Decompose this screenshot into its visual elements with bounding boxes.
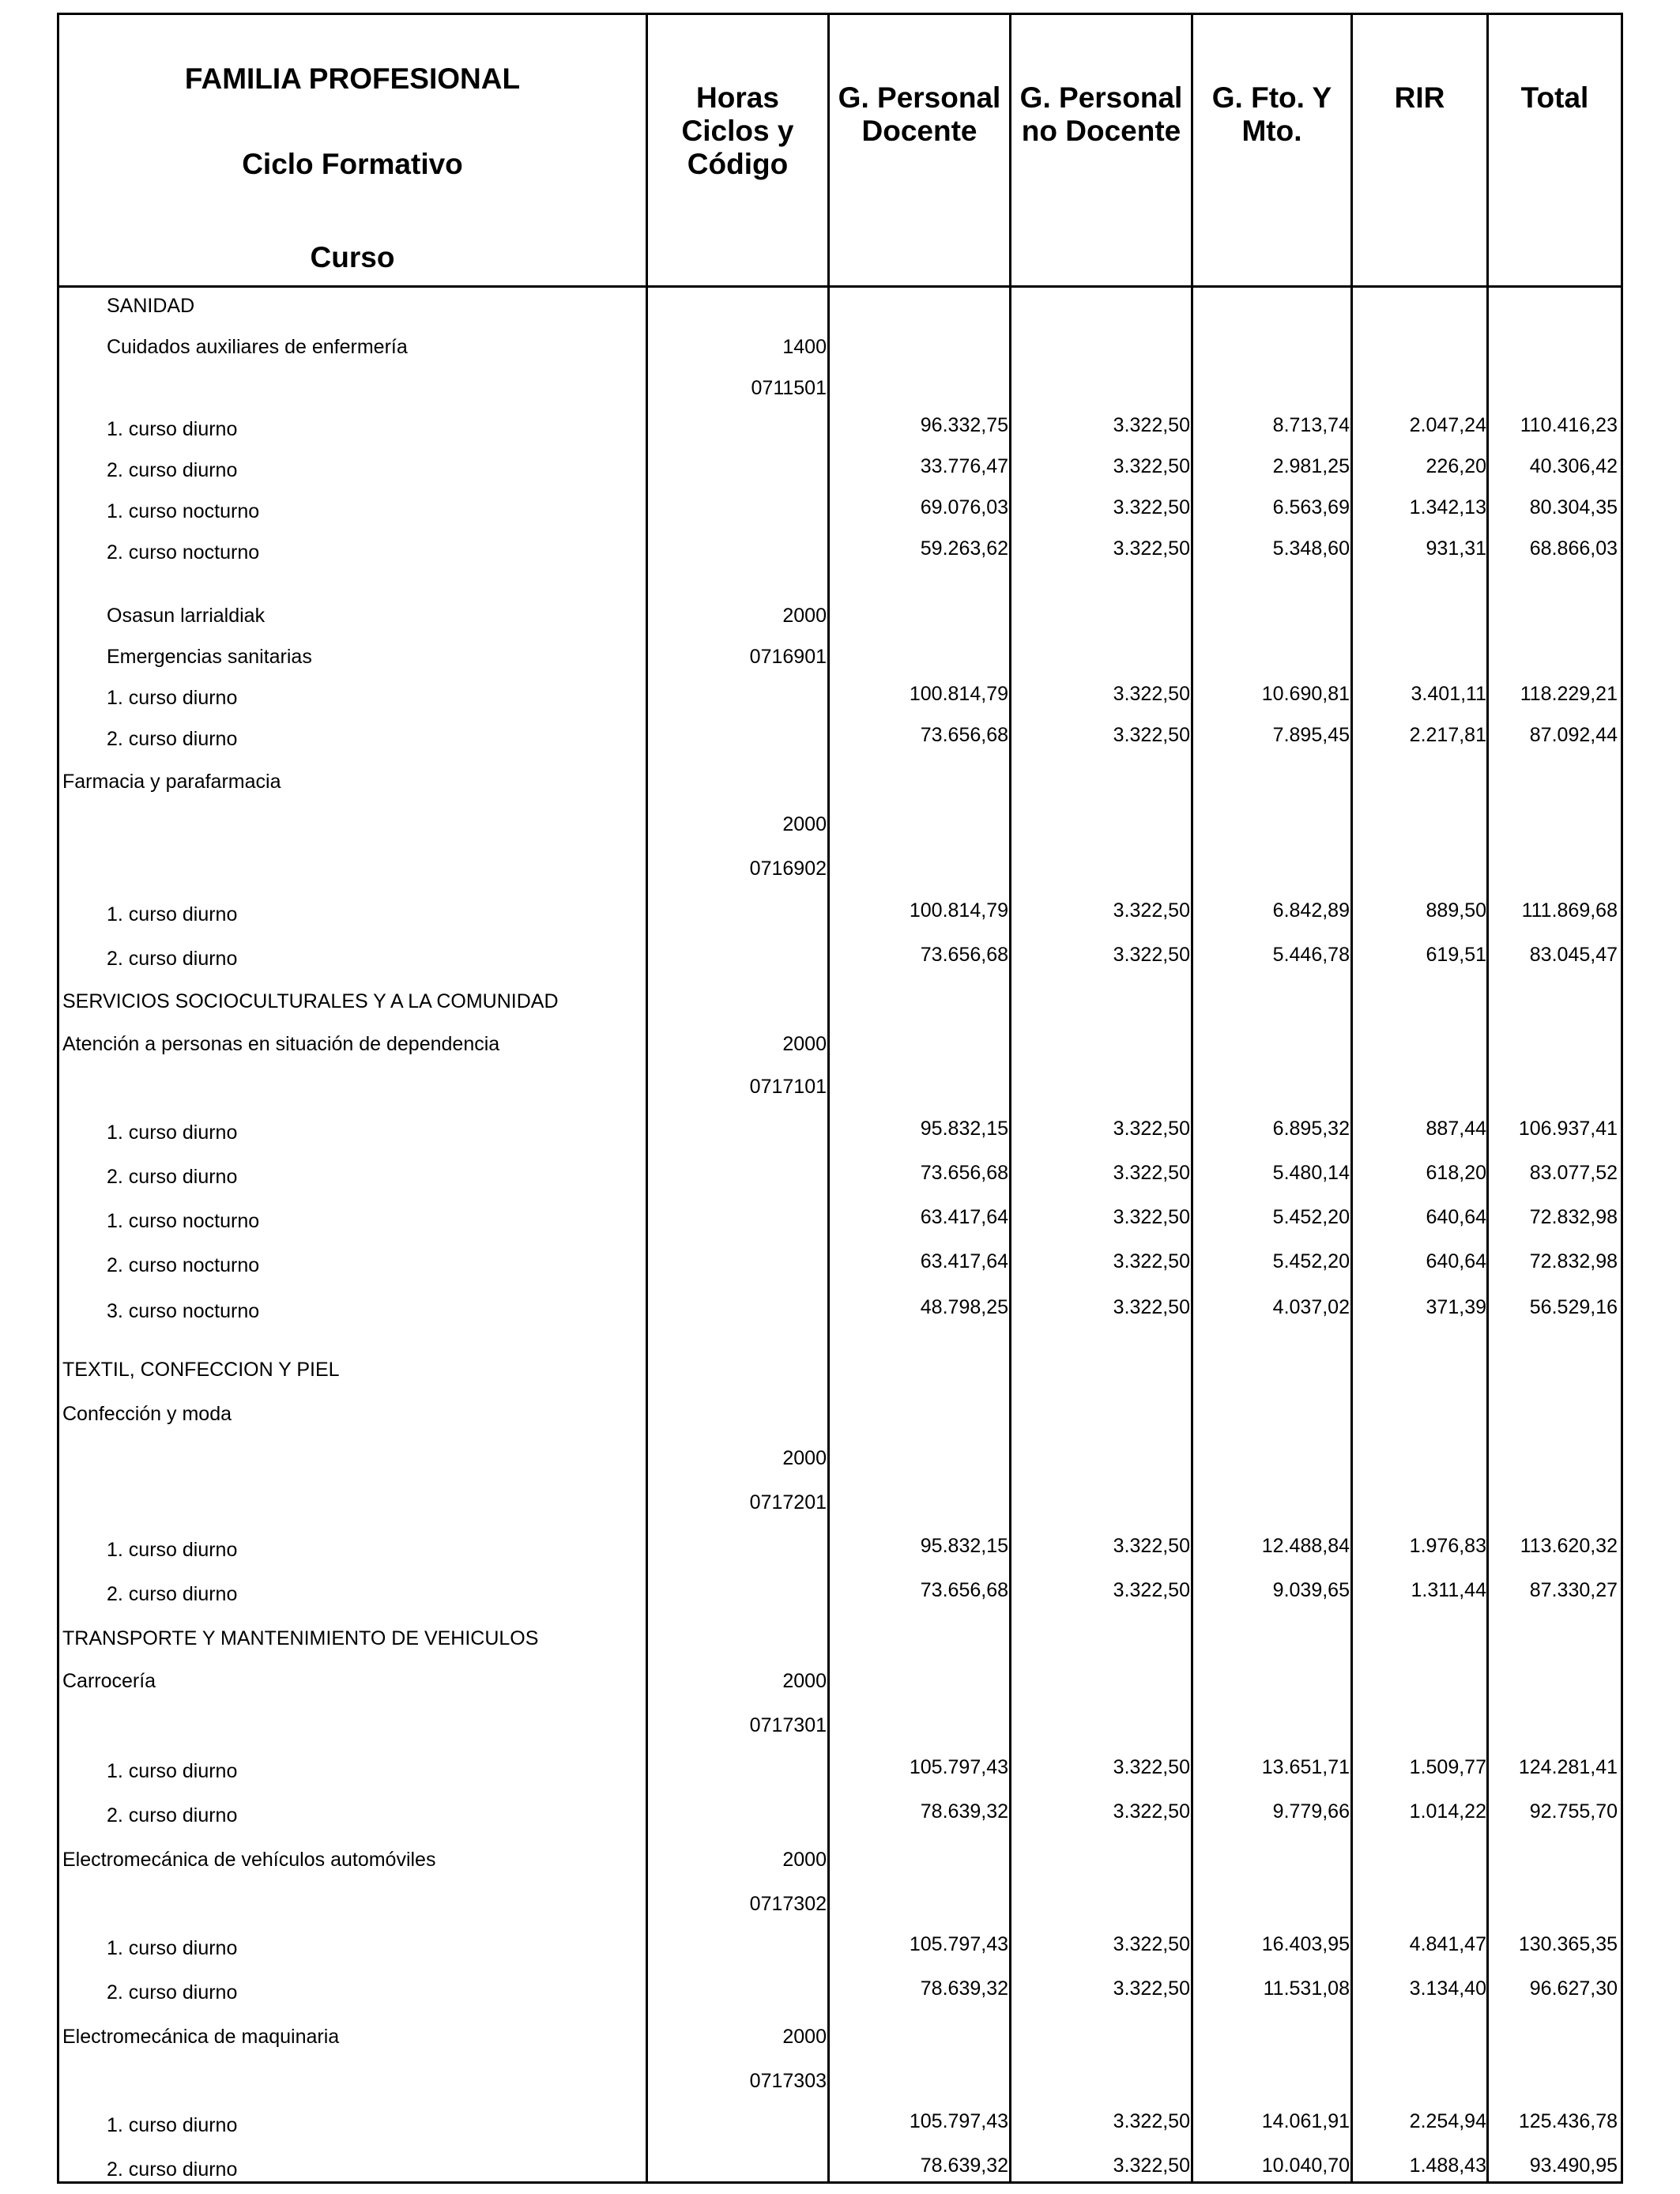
table-row	[59, 496, 1621, 527]
row-label: 2. curso diurno	[107, 459, 238, 481]
row-value-5: 106.937,41	[1518, 1118, 1618, 1140]
row-value-5: 80.304,35	[1529, 496, 1618, 518]
row-label: 2. curso diurno	[107, 2158, 238, 2181]
row-label: TRANSPORTE Y MANTENIMIENTO DE VEHICULOS	[62, 1627, 539, 1649]
row-label: 1. curso diurno	[107, 1539, 238, 1561]
row-value-2: 3.322,50	[1113, 683, 1190, 705]
header-fto-mto	[1193, 81, 1350, 148]
row-label: 2. curso diurno	[107, 948, 238, 970]
row-value-2: 3.322,50	[1113, 414, 1190, 436]
row-label: 1. curso diurno	[107, 1937, 238, 1959]
table-row	[59, 1487, 1621, 1518]
row-hours-code: 0717302	[749, 1893, 827, 1915]
table-row	[59, 600, 1621, 631]
header-col5-line1: G. Fto. Y	[1211, 81, 1332, 114]
header-divider	[59, 285, 1621, 288]
row-value-3: 6.895,32	[1272, 1118, 1350, 1140]
table-row	[59, 1844, 1621, 1875]
header-horas-line1: Horas	[696, 81, 779, 114]
header-col3-line2: Docente	[861, 115, 977, 147]
header-curso-line: Curso	[310, 241, 395, 273]
row-hours-code: 0716902	[749, 858, 827, 880]
table-row	[59, 682, 1621, 714]
row-hours-code: 0717201	[749, 1491, 827, 1514]
row-label: 2. curso diurno	[107, 1981, 238, 2004]
row-value-3: 6.842,89	[1272, 899, 1350, 922]
table-row	[59, 986, 1621, 1017]
row-value-1: 59.263,62	[920, 537, 1008, 560]
row-value-4: 1.311,44	[1411, 1579, 1486, 1601]
row-label: Farmacia y parafarmacia	[62, 771, 281, 793]
row-value-5: 130.365,35	[1518, 1933, 1618, 1955]
header-ciclo-line: Ciclo Formativo	[242, 148, 463, 180]
row-label: 2. curso diurno	[107, 728, 238, 750]
table-row	[59, 853, 1621, 884]
row-value-4: 226,20	[1426, 455, 1486, 477]
table-row	[59, 641, 1621, 673]
table-row	[59, 1578, 1621, 1610]
row-value-2: 3.322,50	[1113, 1535, 1190, 1557]
row-value-2: 3.322,50	[1113, 944, 1190, 966]
row-value-2: 3.322,50	[1113, 537, 1190, 560]
row-value-3: 13.651,71	[1261, 1756, 1350, 1778]
table-row	[59, 290, 1621, 322]
row-value-5: 72.832,98	[1529, 1206, 1618, 1228]
row-value-3: 5.452,20	[1272, 1250, 1350, 1272]
table-row	[59, 723, 1621, 755]
row-value-2: 3.322,50	[1113, 1579, 1190, 1601]
row-value-3: 2.981,25	[1272, 455, 1350, 477]
row-value-2: 3.322,50	[1113, 1118, 1190, 1140]
row-value-3: 9.779,66	[1272, 1800, 1350, 1823]
table-row	[59, 372, 1621, 404]
table-row	[59, 943, 1621, 974]
table-row	[59, 1977, 1621, 2008]
row-value-5: 93.490,95	[1529, 2154, 1618, 2177]
row-value-3: 10.040,70	[1261, 2154, 1350, 2177]
row-hours-code: 2000	[782, 1447, 827, 1469]
row-value-5: 83.045,47	[1529, 944, 1618, 966]
table-row	[59, 766, 1621, 797]
table-row	[59, 1250, 1621, 1281]
row-value-4: 2.047,24	[1409, 414, 1486, 436]
row-value-3: 5.348,60	[1272, 537, 1350, 560]
row-value-5: 125.436,78	[1518, 2110, 1618, 2132]
row-value-1: 100.814,79	[909, 683, 1008, 705]
row-label: 2. curso diurno	[107, 1583, 238, 1605]
row-value-4: 3.134,40	[1409, 1977, 1486, 2000]
header-rir	[1353, 81, 1486, 115]
table-row	[59, 1665, 1621, 1697]
row-value-5: 40.306,42	[1529, 455, 1618, 477]
row-value-3: 5.452,20	[1272, 1206, 1350, 1228]
row-value-3: 6.563,69	[1272, 496, 1350, 518]
row-value-2: 3.322,50	[1113, 455, 1190, 477]
row-label: 1. curso diurno	[107, 418, 238, 440]
row-value-4: 931,31	[1426, 537, 1486, 560]
row-value-5: 124.281,41	[1518, 1756, 1618, 1778]
header-familia-line1: FAMILIA PROFESIONAL	[184, 62, 521, 95]
table-row	[59, 1888, 1621, 1920]
row-label: Cuidados auxiliares de enfermería	[107, 336, 408, 358]
row-value-3: 5.446,78	[1272, 944, 1350, 966]
row-value-1: 78.639,32	[920, 1800, 1008, 1823]
row-value-3: 8.713,74	[1272, 414, 1350, 436]
header-col4-line1: G. Personal	[1019, 81, 1183, 114]
row-value-1: 78.639,32	[920, 1977, 1008, 2000]
row-label: 1. curso diurno	[107, 1122, 238, 1144]
table-row	[59, 413, 1621, 445]
row-value-4: 3.401,11	[1411, 683, 1486, 705]
table-row	[59, 537, 1621, 568]
row-value-2: 3.322,50	[1113, 1977, 1190, 2000]
row-hours-code: 0717303	[749, 2070, 827, 2092]
row-value-3: 9.039,65	[1272, 1579, 1350, 1601]
row-value-1: 48.798,25	[920, 1296, 1008, 1318]
row-value-2: 3.322,50	[1113, 1162, 1190, 1184]
row-value-2: 3.322,50	[1113, 1206, 1190, 1228]
row-value-1: 105.797,43	[909, 1756, 1008, 1778]
row-value-3: 14.061,91	[1261, 2110, 1350, 2132]
row-value-2: 3.322,50	[1113, 1800, 1190, 1823]
row-label: SANIDAD	[107, 295, 195, 317]
row-value-4: 887,44	[1426, 1118, 1486, 1140]
row-label: 1. curso diurno	[107, 687, 238, 709]
row-label: Electromecánica de vehículos automóviles	[62, 1849, 436, 1871]
row-value-1: 63.417,64	[920, 1250, 1008, 1272]
row-label: 2. curso nocturno	[107, 1254, 260, 1276]
row-value-2: 3.322,50	[1113, 899, 1190, 922]
header-horas-line3: Código	[687, 148, 789, 180]
table-row	[59, 1117, 1621, 1148]
row-value-4: 640,64	[1426, 1250, 1486, 1272]
budget-table	[57, 13, 1623, 2184]
row-value-5: 87.092,44	[1529, 724, 1618, 746]
header-col4-line2: no Docente	[1021, 115, 1181, 147]
row-label: TEXTIL, CONFECCION Y PIEL	[62, 1359, 340, 1381]
row-value-5: 118.229,21	[1520, 683, 1618, 705]
row-value-1: 63.417,64	[920, 1206, 1008, 1228]
row-value-1: 33.776,47	[920, 455, 1008, 477]
table-row	[59, 1205, 1621, 1237]
row-value-1: 95.832,15	[920, 1535, 1008, 1557]
row-value-1: 105.797,43	[909, 1933, 1008, 1955]
row-value-5: 68.866,03	[1529, 537, 1618, 560]
row-label: Atención a personas en situación de dependencia	[62, 1033, 500, 1055]
row-value-1: 69.076,03	[920, 496, 1008, 518]
header-horas	[648, 81, 827, 181]
row-value-5: 110.416,23	[1520, 414, 1618, 436]
row-value-4: 889,50	[1426, 899, 1486, 922]
row-label: 2. curso diurno	[107, 1166, 238, 1188]
row-value-5: 92.755,70	[1529, 1800, 1618, 1823]
table-row	[59, 1161, 1621, 1193]
row-value-3: 11.531,08	[1263, 1977, 1350, 2000]
row-label: 1. curso diurno	[107, 903, 238, 925]
row-hours-code: 2000	[782, 1670, 827, 1692]
row-value-4: 2.217,81	[1409, 724, 1486, 746]
row-value-3: 5.480,14	[1272, 1162, 1350, 1184]
table-row	[59, 899, 1621, 930]
table-row	[59, 1442, 1621, 1474]
header-col5-line2: Mto.	[1241, 115, 1302, 147]
row-value-5: 83.077,52	[1529, 1162, 1618, 1184]
header-col3-line1: G. Personal	[838, 81, 1001, 114]
row-value-2: 3.322,50	[1113, 1756, 1190, 1778]
row-value-2: 3.322,50	[1113, 2110, 1190, 2132]
row-label: Electromecánica de maquinaria	[62, 2026, 340, 2048]
row-value-1: 100.814,79	[909, 899, 1008, 922]
row-label: 3. curso nocturno	[107, 1300, 260, 1322]
row-value-5: 96.627,30	[1529, 1977, 1618, 2000]
table-row	[59, 1354, 1621, 1385]
row-value-1: 73.656,68	[920, 724, 1008, 746]
row-value-5: 113.620,32	[1520, 1535, 1618, 1557]
table-row	[59, 2109, 1621, 2141]
table-row	[59, 1623, 1621, 1654]
row-value-4: 1.976,83	[1409, 1535, 1486, 1557]
row-label: Osasun larrialdiak	[107, 605, 266, 627]
row-value-4: 619,51	[1426, 944, 1486, 966]
row-value-4: 1.342,13	[1409, 496, 1486, 518]
header-col6-line1: RIR	[1394, 81, 1445, 114]
row-hours-code: 0711501	[751, 377, 827, 399]
table-row	[59, 1071, 1621, 1103]
row-label: Confección y moda	[62, 1403, 232, 1425]
row-label: 2. curso diurno	[107, 1804, 238, 1826]
table-row	[59, 1710, 1621, 1741]
table-row	[59, 1755, 1621, 1787]
row-label: 2. curso nocturno	[107, 541, 260, 564]
table-row	[59, 1295, 1621, 1327]
row-value-5: 87.330,27	[1529, 1579, 1618, 1601]
row-value-2: 3.322,50	[1113, 1933, 1190, 1955]
row-label: Carrocería	[62, 1670, 156, 1692]
row-value-4: 1.509,77	[1409, 1756, 1486, 1778]
row-hours-code: 2000	[782, 1849, 827, 1871]
row-value-4: 1.488,43	[1409, 2154, 1486, 2177]
row-value-4: 4.841,47	[1409, 1933, 1486, 1955]
row-value-5: 72.832,98	[1529, 1250, 1618, 1272]
row-value-5: 111.869,68	[1521, 899, 1618, 922]
row-value-2: 3.322,50	[1113, 496, 1190, 518]
row-label: 1. curso nocturno	[107, 500, 260, 522]
header-col7-line1: Total	[1520, 81, 1589, 114]
row-label: 1. curso diurno	[107, 1760, 238, 1782]
row-hours-code: 2000	[782, 1033, 827, 1055]
table-row	[59, 1398, 1621, 1430]
row-value-1: 96.332,75	[920, 414, 1008, 436]
row-value-1: 95.832,15	[920, 1118, 1008, 1140]
header-horas-line2: Ciclos y	[681, 115, 794, 147]
row-value-3: 10.690,81	[1261, 683, 1350, 705]
row-hours-code: 0717301	[749, 1714, 827, 1736]
row-label: 1. curso nocturno	[107, 1210, 260, 1232]
row-value-3: 16.403,95	[1261, 1933, 1350, 1955]
header-total	[1489, 81, 1621, 115]
row-hours-code: 0716901	[749, 646, 827, 668]
row-value-4: 371,39	[1426, 1296, 1486, 1318]
header-personal-no-docente	[1011, 81, 1191, 148]
row-value-1: 105.797,43	[909, 2110, 1008, 2132]
table-row	[59, 809, 1621, 840]
table-row	[59, 1800, 1621, 1831]
row-value-1: 73.656,68	[920, 1579, 1008, 1601]
table-row	[59, 454, 1621, 486]
row-hours-code: 2000	[782, 605, 827, 627]
row-value-3: 12.488,84	[1261, 1535, 1350, 1557]
row-label: 1. curso diurno	[107, 2114, 238, 2136]
row-value-3: 4.037,02	[1272, 1296, 1350, 1318]
row-value-5: 56.529,16	[1529, 1296, 1618, 1318]
table-row	[59, 1534, 1621, 1566]
row-value-1: 73.656,68	[920, 944, 1008, 966]
row-label: SERVICIOS SOCIOCULTURALES Y A LA COMUNIDAD	[62, 990, 559, 1012]
table-row	[59, 2065, 1621, 2097]
row-value-2: 3.322,50	[1113, 1296, 1190, 1318]
header-personal-docente	[830, 81, 1009, 148]
row-hours-code: 1400	[782, 336, 827, 358]
row-value-4: 640,64	[1426, 1206, 1486, 1228]
row-hours-code: 0717101	[749, 1076, 827, 1098]
table-row	[59, 1028, 1621, 1060]
row-value-1: 73.656,68	[920, 1162, 1008, 1184]
row-value-3: 7.895,45	[1272, 724, 1350, 746]
row-hours-code: 2000	[782, 2026, 827, 2048]
table-row	[59, 2154, 1621, 2185]
header-familia	[59, 15, 646, 285]
row-value-2: 3.322,50	[1113, 724, 1190, 746]
row-value-1: 78.639,32	[920, 2154, 1008, 2177]
row-value-2: 3.322,50	[1113, 1250, 1190, 1272]
row-value-4: 2.254,94	[1409, 2110, 1486, 2132]
row-value-2: 3.322,50	[1113, 2154, 1190, 2177]
table-row	[59, 331, 1621, 363]
row-label: Emergencias sanitarias	[107, 646, 312, 668]
table-row	[59, 2021, 1621, 2053]
table-row	[59, 1932, 1621, 1964]
row-value-4: 1.014,22	[1409, 1800, 1486, 1823]
row-value-4: 618,20	[1426, 1162, 1486, 1184]
row-hours-code: 2000	[782, 813, 827, 835]
